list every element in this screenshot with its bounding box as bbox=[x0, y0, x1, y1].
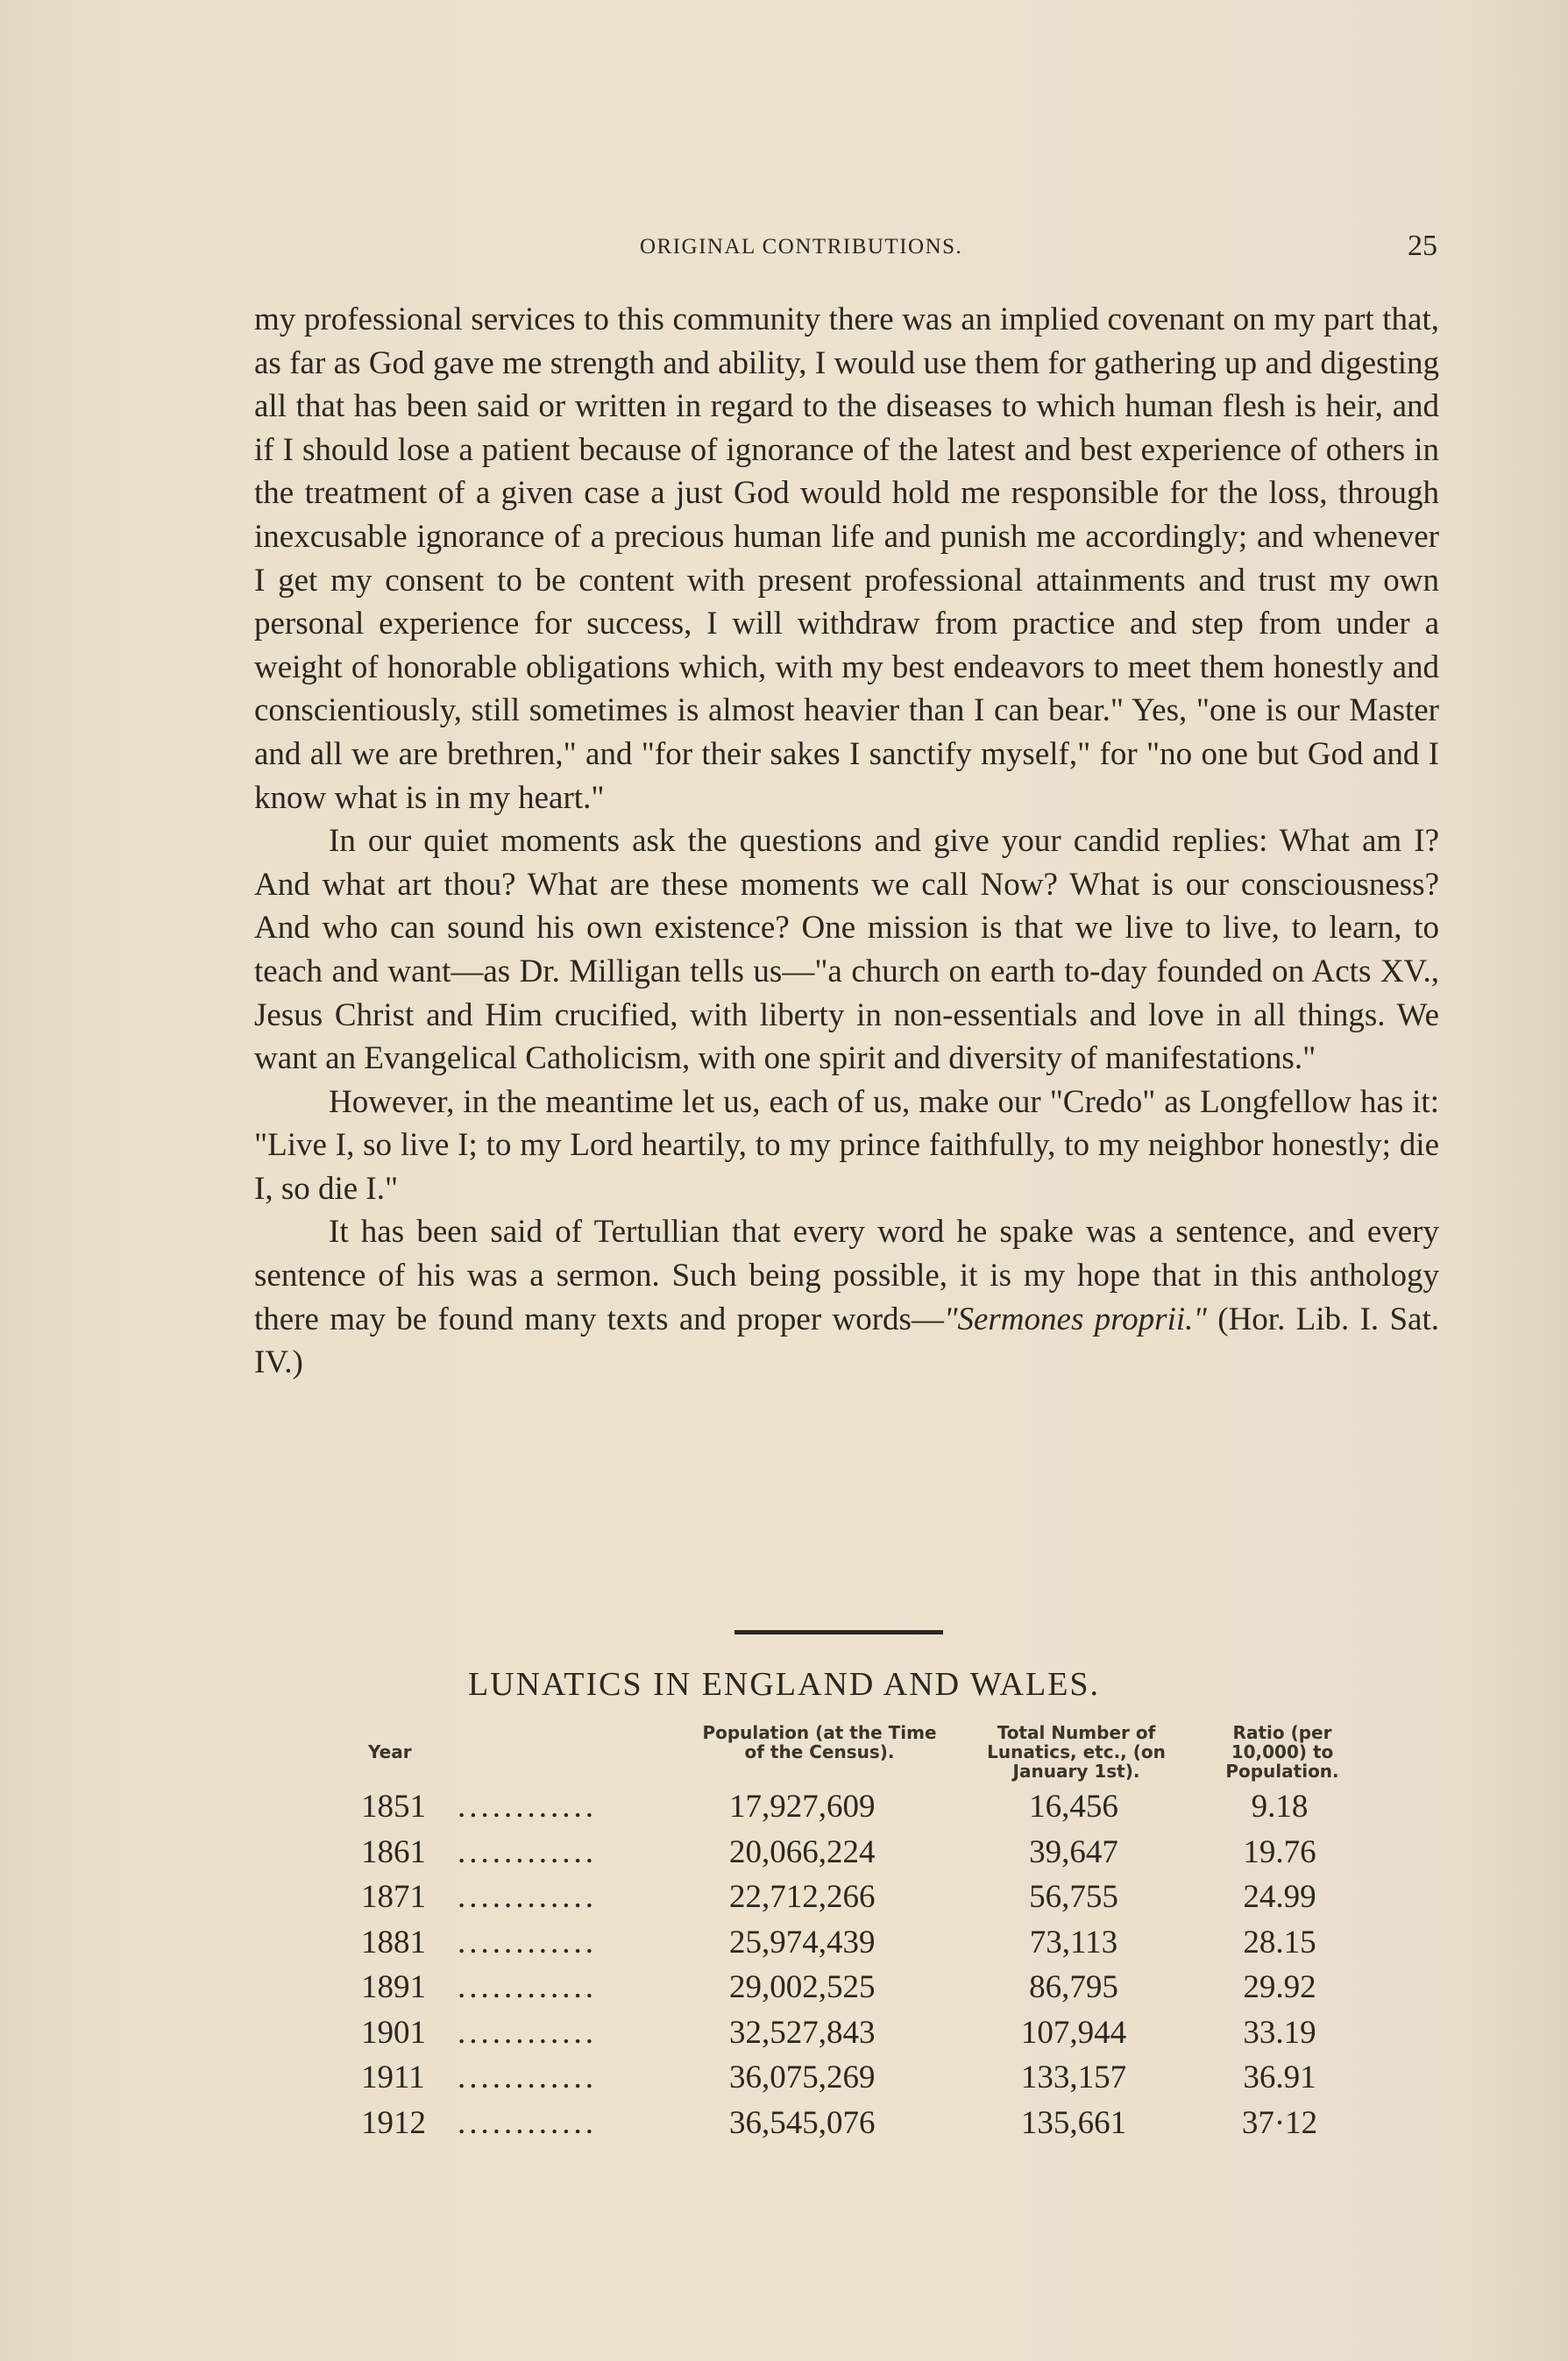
dot-leader: ............ bbox=[458, 1879, 597, 1915]
paragraph-questions: In our quiet moments ask the questions and give your candid replies: What am I? And what art thou? What are these moments we call Now? What is our consciousness? And who can sound his own existence? One mission is that we live to live, to learn, to teach and want—as Dr. Milligan tells us—"a church on earth to-day founded on Acts XV., Jesus Christ and Him crucified, with liberty in non-essentials and love in all things. We want an Evangelical Catholicism, with one spirit and diversity of manifestations." bbox=[254, 823, 1439, 1077]
cell-population: 17,927,609 bbox=[729, 1789, 876, 1825]
cell-year: 1851 bbox=[361, 1789, 426, 1825]
page-header bbox=[254, 230, 1437, 273]
table-row bbox=[0, 1788, 1568, 1833]
table-row bbox=[0, 2059, 1568, 2104]
body-text bbox=[254, 298, 1439, 1385]
table-row bbox=[0, 1878, 1568, 1924]
dot-leader: ............ bbox=[458, 1789, 597, 1825]
cell-lunatics: 39,647 bbox=[1029, 1833, 1118, 1870]
column-header-year: Year bbox=[368, 1741, 412, 1762]
cell-population: 25,974,439 bbox=[729, 1924, 876, 1960]
table-row bbox=[0, 1833, 1568, 1879]
cell-population: 32,527,843 bbox=[729, 2014, 876, 2051]
cell-ratio: 24.99 bbox=[1243, 1879, 1316, 1915]
cell-ratio: 19.76 bbox=[1243, 1833, 1316, 1870]
paragraph-continuation: my professional services to this community there was an implied covenant on my part that, as far as God gave me strength and ability, I would use them for gathering up and digesting all that has been said or written in regard to the diseases to which human flesh is heir, and if I should lose a patient because of ignorance of the latest and best experience of others in the treatment of a given case a just God would hold me responsible for the loss, through inexcusable ignorance of a precious human life and punish me accordingly; and whenever I get my consent to be content with present professional attainments and trust my own personal experience for success, I will withdraw from practice and step from under a weight of honorable obligations which, with my best endeavors to meet them honestly and conscientiously, still sometimes is almost heavier than I can bear." Yes, "one is our Master and all we are brethren," and "for their sakes I sanctify myself," for "no one but God and I know what is in my heart." bbox=[254, 301, 1439, 816]
column-header-ratio: Ratio (per 10,000) to Population. bbox=[1225, 1722, 1339, 1782]
cell-lunatics: 133,157 bbox=[1020, 2060, 1127, 2095]
cell-ratio: 9.18 bbox=[1251, 1789, 1309, 1825]
cell-population: 22,712,266 bbox=[729, 1879, 876, 1915]
cell-year: 1861 bbox=[361, 1833, 426, 1870]
citation: (Hor. Lib. I. Sat. IV.) bbox=[254, 1301, 1440, 1381]
cell-year: 1891 bbox=[361, 1969, 426, 2005]
cell-lunatics: 107,944 bbox=[1020, 2014, 1127, 2051]
cell-lunatics: 56,755 bbox=[1029, 1879, 1118, 1915]
section-rule bbox=[734, 1630, 943, 1634]
column-header-lunatics: Total Number of Lunatics, etc., (on January 1st). bbox=[987, 1722, 1166, 1782]
tertullian-text: It has been said of Tertullian that every word he spake was a sentence, and every sentence of his was a sermon. Such being possible, it is my hope that in this anthology there may be found many texts and proper words— bbox=[254, 1214, 1439, 1337]
running-head: ORIGINAL CONTRIBUTIONS. bbox=[640, 235, 963, 259]
cell-population: 36,075,269 bbox=[729, 2060, 876, 2095]
cell-year: 1901 bbox=[361, 2014, 426, 2051]
dot-leader: ............ bbox=[458, 2104, 597, 2141]
paragraph-tertullian bbox=[254, 1210, 1439, 1384]
cell-year: 1911 bbox=[361, 2060, 425, 2095]
cell-ratio: 37·12 bbox=[1241, 2104, 1318, 2141]
table-title: LUNATICS IN ENGLAND AND WALES. bbox=[467, 1666, 1101, 1703]
cell-ratio: 28.15 bbox=[1243, 1924, 1316, 1960]
table-body bbox=[0, 1788, 1568, 2149]
dot-leader: ............ bbox=[458, 2060, 597, 2095]
cell-year: 1912 bbox=[361, 2104, 426, 2141]
cell-lunatics: 86,795 bbox=[1029, 1969, 1118, 2005]
table-row bbox=[0, 2014, 1568, 2060]
cell-population: 36,545,076 bbox=[729, 2104, 876, 2141]
cell-year: 1881 bbox=[361, 1924, 426, 1960]
cell-lunatics: 135,661 bbox=[1020, 2104, 1127, 2141]
dot-leader: ............ bbox=[458, 1924, 597, 1960]
table-row bbox=[0, 1924, 1568, 1969]
dot-leader: ............ bbox=[458, 1833, 597, 1870]
cell-lunatics: 16,456 bbox=[1029, 1789, 1118, 1825]
table-row bbox=[0, 1968, 1568, 2014]
cell-population: 29,002,525 bbox=[729, 1969, 876, 2005]
table-row bbox=[0, 2104, 1568, 2150]
latin-quote: "Sermones proprii." bbox=[943, 1301, 1207, 1337]
column-header-population: Population (at the Time of the Census). bbox=[702, 1722, 937, 1762]
cell-ratio: 33.19 bbox=[1243, 2014, 1316, 2051]
page-number: 25 bbox=[1408, 230, 1437, 262]
cell-year: 1871 bbox=[361, 1879, 426, 1915]
cell-ratio: 36.91 bbox=[1243, 2060, 1316, 2095]
dot-leader: ............ bbox=[458, 2014, 597, 2051]
cell-population: 20,066,224 bbox=[729, 1833, 876, 1870]
paragraph-credo: However, in the meantime let us, each of us, make our "Credo" as Longfellow has it: "Live I, so live I; to my Lord heartily, to my prince faithfully, to my neighbor honestly; die I, so die I." bbox=[254, 1083, 1439, 1207]
dot-leader: ............ bbox=[458, 1969, 597, 2005]
cell-ratio: 29.92 bbox=[1243, 1969, 1316, 2005]
cell-lunatics: 73,113 bbox=[1029, 1924, 1118, 1960]
